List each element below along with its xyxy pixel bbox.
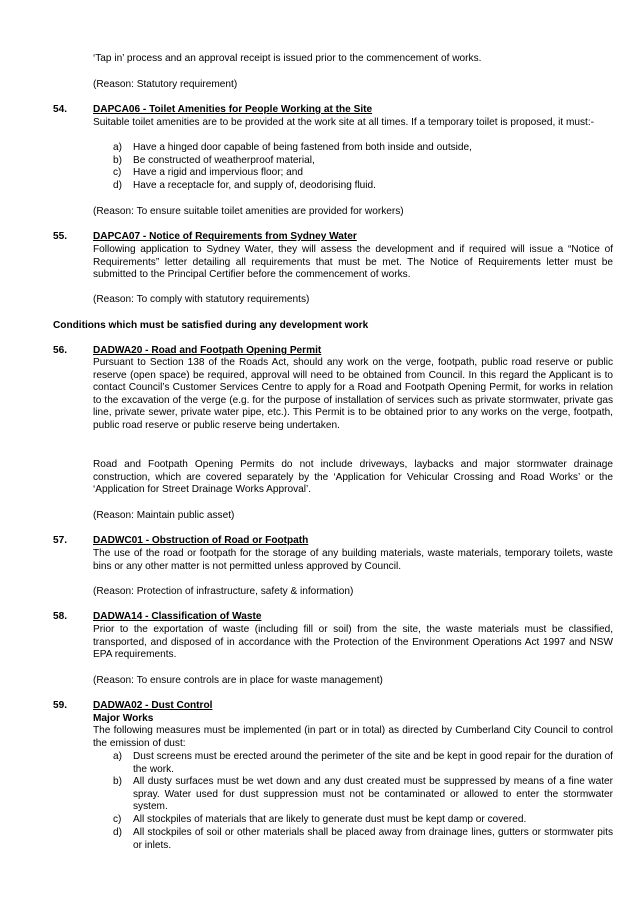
list-letter: b) (113, 155, 122, 166)
list-item: Be constructed of weatherproof material, (133, 155, 315, 166)
reason-text: (Reason: To comply with statutory requirements) (93, 294, 310, 305)
condition-heading: DAPCA06 - Toilet Amenities for People Working at the Site (93, 104, 373, 115)
condition-number: 57. (53, 535, 68, 546)
condition-body: Suitable toilet amenities are to be provided at the work site at all times. If a temporary toilet is proposed, it must:- (93, 117, 594, 128)
list-letter: a) (113, 142, 122, 153)
condition-number: 56. (53, 345, 68, 356)
condition-heading: DADWC01 - Obstruction of Road or Footpath (93, 535, 309, 546)
condition-number: 59. (53, 700, 68, 711)
list-item: Have a receptacle for, and supply of, deodorising fluid. (133, 180, 376, 191)
condition-body: Prior to the exportation of waste (including fill or soil) from the site, the waste materials must be classified, transported, and disposed of in accordance with the Protection of the Environment Operations Act 1997 and NSW EPA requirements. (93, 624, 613, 661)
list-item: All dusty surfaces must be wet down and any dust created must be suppressed by means of a fine water spray. Water used for dust suppression must not be contaminated or allowed to enter the stormwater system. (133, 776, 613, 813)
condition-body-2: Road and Footpath Opening Permits do not include driveways, laybacks and major stormwater drainage construction, which are covered separately by the ‘Application for Vehicular Crossing and Road Works’ or the ‘Application for Street Drainage Works Approval’. (93, 459, 613, 496)
condition-heading: DADWA02 - Dust Control (93, 700, 213, 711)
condition-body: The use of the road or footpath for the storage of any building materials, waste materials, temporary toilets, waste bins or any other matter is not permitted unless approved by Council. (93, 548, 613, 572)
reason-text: (Reason: Statutory requirement) (93, 79, 238, 90)
list-item: All stockpiles of materials that are likely to generate dust must be kept damp or covered. (133, 814, 527, 825)
condition-body: Following application to Sydney Water, they will assess the development and if required will issue a “Notice of Requirements” letter detailing all requirements that must be met. The Notice of Requirements letter must be submitted to the Principal Certifier before the commencement of works. (93, 244, 613, 281)
condition-heading: DADWA20 - Road and Footpath Opening Permit (93, 345, 322, 356)
list-letter: b) (113, 776, 122, 787)
list-letter: c) (113, 167, 122, 178)
reason-text: (Reason: To ensure controls are in place for waste management) (93, 675, 383, 686)
reason-text: (Reason: Maintain public asset) (93, 510, 235, 521)
condition-body: Pursuant to Section 138 of the Roads Act, should any work on the verge, footpath, public road reserve or public reserve (open space) be required, approval will need to be obtained from Council. In this regard the Applicant is to contact Council’s Customer Services Centre to apply for a Road and Footpath Opening Permit, for works in relation to the excavation of the verge (e.g. for the purpose of installation of services such as private stormwater, private gas line, private sewer, private water pipe, etc.). This Permit is to be obtained prior to any works on the verge, footpath, public road reserve or public reserve being undertaken. (93, 357, 613, 431)
intro-line: ‘Tap in’ process and an approval receipt is issued prior to the commencement of works. (93, 53, 482, 64)
list-item: Have a hinged door capable of being fastened from both inside and outside, (133, 142, 472, 153)
condition-heading: DAPCA07 - Notice of Requirements from Sydney Water (93, 231, 357, 242)
list-letter: d) (113, 180, 122, 191)
list-letter: a) (113, 751, 122, 762)
section-heading: Conditions which must be satisfied during any development work (53, 320, 369, 331)
reason-text: (Reason: Protection of infrastructure, safety & information) (93, 586, 354, 597)
list-item: Dust screens must be erected around the perimeter of the site and be kept in good repair for the duration of the work. (133, 751, 613, 775)
condition-number: 58. (53, 611, 68, 622)
condition-number: 54. (53, 104, 68, 115)
condition-subheading: Major Works (93, 713, 154, 724)
list-letter: d) (113, 827, 122, 838)
condition-heading: DADWA14 - Classification of Waste (93, 611, 262, 622)
list-item: All stockpiles of soil or other materials shall be placed away from drainage lines, gutters or stormwater pits or inlets. (133, 827, 613, 851)
list-letter: c) (113, 814, 122, 825)
list-item: Have a rigid and impervious floor; and (133, 167, 304, 178)
condition-body: The following measures must be implemented (in part or in total) as directed by Cumberland City Council to control the emission of dust: (93, 725, 613, 749)
reason-text: (Reason: To ensure suitable toilet amenities are provided for workers) (93, 206, 404, 217)
condition-number: 55. (53, 231, 68, 242)
